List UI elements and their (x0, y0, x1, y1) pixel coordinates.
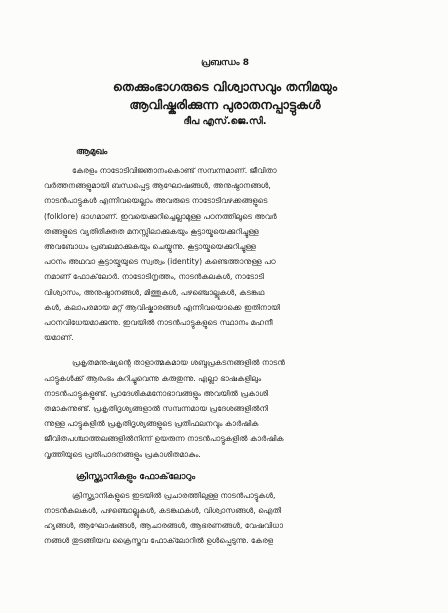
text-line: പഠനവിധേയമാക്കുന്നു. ഇവയിൽ നാടൻപാട്ടുകളുടെ സ്ഥാനം മഹനീ (44, 318, 273, 328)
text-line: പഠനം അഥവാ കൂട്ടായ്മയുടെ സ്വത്വം (identity) കണ്ടെത്താനുള്ള പഠ (44, 257, 276, 267)
text-line: ജീവിതപശ്ചാത്തലങ്ങളിൽനിന്ന് ഉയരുന്ന നാടൻപാട്ടുകളിൽ കാർഷിക (44, 434, 284, 444)
text-line: വർത്തനങ്ങളുമായി ബന്ധപ്പെട്ട ആഘോഷങ്ങൾ, അനുഷ്ഠാനങ്ങൾ, (44, 181, 271, 191)
text-line: കേരളം നാടോടിവിജ്ഞാനംകൊണ്ട് സമ്പന്നമാണ്. ജീവിതാ (72, 166, 277, 175)
section-heading-christians-folklore: ക്രിസ്ത്യാനികളും ഫോക്‌ലോറും (76, 471, 196, 482)
text-line: യമാണ്. (44, 333, 74, 343)
text-line: നാടൻകലകൾ, പഴഞ്ചൊല്ലുകൾ, കടങ്കഥകൾ, വിശ്വാസങ്ങൾ, ഐതി (44, 506, 282, 516)
text-line: (folklore) ഭാഗമാണ്. ഇവയെക്കുറിച്ചെല്ലാമുള്ള പഠനത്തിലൂടെ അവർ (44, 211, 277, 221)
section-heading-introduction: ആമുഖം (76, 147, 108, 157)
text-line: നാടൻപാട്ടുകളുണ്ട്. പ്രാദേശികമനോഭാവങ്ങളും അവയിൽ പ്രകാശി (44, 388, 269, 398)
paragraph-1 (44, 163, 406, 345)
text-line: നമാണ് ഫോക്‌ലോർ. നാടോടിനൃത്തം, നാടൻകലകൾ, നാടോടി (44, 272, 264, 282)
text-line: തങ്ങളുടെ വ്യതിരിക്തത മനസ്സിലാക്കുകയും കൂട്ടായ്മയെക്കുറിച്ചുള്ള (44, 226, 259, 236)
text-line: നങ്ങൾ തുടങ്ങിയവ ക്രൈസ്തവ ഫോക്‌ലോറിൽ ഉൾപ്പെടുന്നു. കേരള (44, 536, 274, 546)
text-line: വൃത്തിയുടെ പ്രതിപാദനങ്ങളും പ്രകാശിതമാകും. (44, 449, 201, 459)
text-line: ക്രിസ്ത്യാനികളുടെ ഇടയിൽ പ്രചാരത്തിലുള്ള നാടൻപാട്ടുകൾ, (72, 490, 276, 500)
chapter-label: പ്രബന്ധം 8 (201, 58, 249, 68)
text-line: ന്നുള്ള പാട്ടുകളിൽ പ്രകൃതിദൃശ്യങ്ങളുടെ പ്രതിഫലനവും കാർഷിക (44, 419, 259, 429)
article-title (44, 78, 406, 114)
title-line-2: ആവിഷ്കരിക്കുന്ന പുരാതനപ്പാട്ടുകൾ (129, 97, 321, 112)
paragraph-2 (44, 355, 406, 461)
text-line: അവബോധം പ്രബലമാക്കുകയും ചെയ്യുന്നു. കൂട്ടായ്മയെക്കുറിച്ചുള്ള (44, 242, 256, 252)
author-name: ദീപ എസ്.ജെ.സി. (183, 116, 267, 127)
text-line: ഹ്യങ്ങൾ, ആഘോഷങ്ങൾ, ആചാരങ്ങൾ, ആഭരണങ്ങൾ, വേഷവിധാ (44, 521, 284, 531)
text-line: പ്രകൃതമനുഷ്യന്റെ താളാത്മകമായ ശബ്ദപ്രകടനങ്ങളിൽ നാടൻ (72, 358, 285, 368)
title-line-1: തെക്കുംഭാഗരുടെ വിശ്വാസവും തനിമയും (112, 79, 338, 94)
text-line: കൾ, കലാപരമായ മറ്റ് ആവിഷ്കാരങ്ങൾ എന്നിവയൊക്കെ ഇതിനായി (44, 302, 281, 312)
paragraph-3 (44, 488, 406, 549)
text-line: പാട്ടുകൾക്ക് ആരംഭം കുറിച്ചുവെന്നു കരുതുന്നു. എല്ലാ ഭാഷകളിലും (44, 373, 262, 383)
text-line: തമാകുന്നുണ്ട്. പ്രകൃതിദൃശ്യങ്ങളാൽ സമ്പന്നമായ പ്രദേശങ്ങളിൽനി (44, 404, 269, 414)
text-line: വിശ്വാസം, അനുഷ്ഠാനങ്ങൾ, മിത്തുകൾ, പഴഞ്ചൊല്ലുകൾ, കടങ്കഥ (44, 287, 265, 297)
text-line: നാടൻപാട്ടുകൾ എന്നിവയെല്ലാം അവരുടെ നാടോടിവഴക്കങ്ങളുടെ (44, 196, 268, 206)
